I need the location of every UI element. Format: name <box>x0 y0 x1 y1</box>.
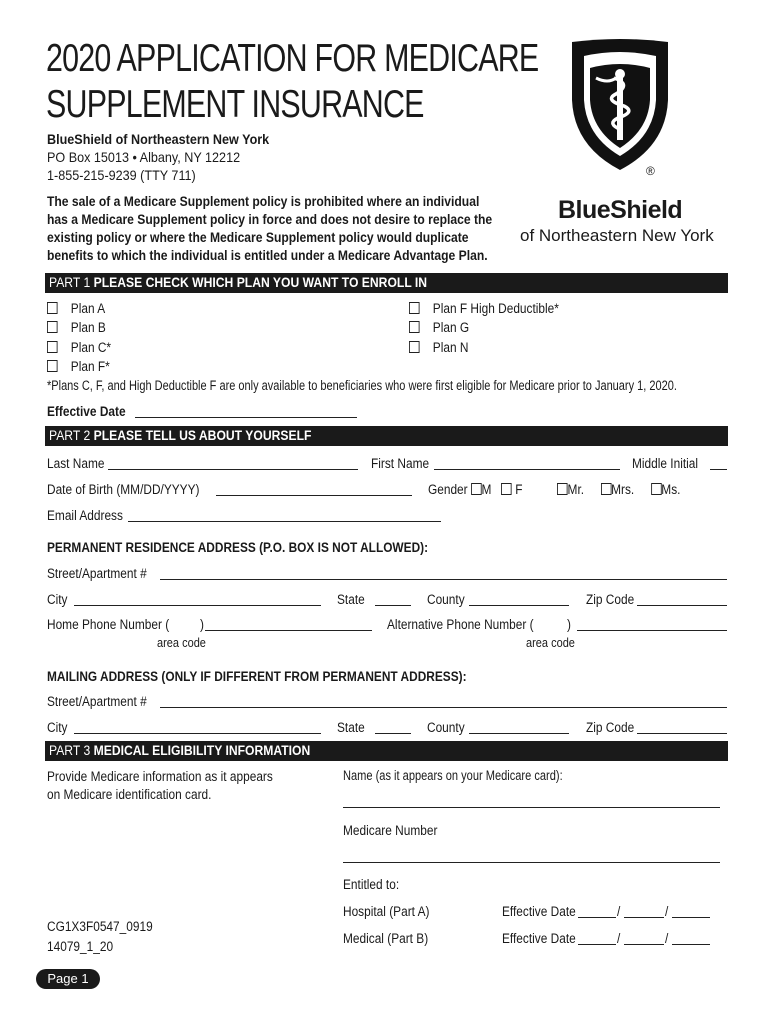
hospital-month-field[interactable] <box>578 917 616 918</box>
medical-effective-date-label: Effective Date <box>502 931 576 946</box>
county-field[interactable] <box>469 605 569 606</box>
mailing-state-label: State <box>337 720 365 735</box>
hospital-effective-date-label: Effective Date <box>502 904 576 919</box>
page-title <box>46 36 538 128</box>
form-code-line-2: 14079_1_20 <box>47 939 114 954</box>
alt-area-code-label: area code <box>526 636 575 650</box>
gender-m-checkbox[interactable] <box>471 483 482 495</box>
provide-info-line-1: Provide Medicare information as it appears <box>47 769 273 784</box>
hospital-year-field[interactable] <box>672 917 710 918</box>
medical-day-field[interactable] <box>624 944 664 945</box>
checkbox[interactable] <box>47 360 58 372</box>
plan-c-option[interactable] <box>47 339 111 357</box>
alt-phone-label: Alternative Phone Number ( <box>387 617 534 632</box>
entitled-to-label: Entitled to: <box>343 877 400 892</box>
title-line-1: 2020 APPLICATION FOR MEDICARE <box>46 37 539 80</box>
zip-label: Zip Code <box>586 592 635 607</box>
registered-mark: ® <box>646 164 655 178</box>
part3-header <box>45 741 728 761</box>
legal-notice: The sale of a Medicare Supplement policy is prohibited where an individual has a Medicare Supplement policy in force and does not desire to replace the existing policy or where the Medicare Supplement policy would duplicate benefits to which the individual is entitled under a Medicare Advantage Plan. <box>47 194 493 263</box>
ms-checkbox[interactable] <box>651 483 662 495</box>
state-field[interactable] <box>375 605 411 606</box>
middle-initial-field[interactable] <box>710 469 727 470</box>
plans-footnote: *Plans C, F, and High Deductible F are only available to beneficiaries who were first eligible for Medicare prior to January 1, 2020. <box>47 378 677 393</box>
street-field[interactable] <box>160 579 727 580</box>
mailing-county-field[interactable] <box>469 733 569 734</box>
mailing-county-label: County <box>427 720 465 735</box>
plan-b-option[interactable] <box>47 319 106 337</box>
plan-label: Plan F* <box>70 359 110 374</box>
part3-prefix: PART 3 <box>49 743 91 758</box>
ms-label: Ms. <box>661 482 681 497</box>
title-line-2: SUPPLEMENT INSURANCE <box>46 83 424 126</box>
home-area-code-label: area code <box>157 636 206 650</box>
hospital-day-field[interactable] <box>624 917 664 918</box>
mrs-label: Mrs. <box>611 482 635 497</box>
state-label: State <box>337 592 365 607</box>
form-code-line-1: CG1X3F0547_0919 <box>47 919 153 934</box>
part1-heading: PLEASE CHECK WHICH PLAN YOU WANT TO ENROLL IN <box>93 275 428 290</box>
hospital-part-a-label: Hospital (Part A) <box>343 904 430 919</box>
logo-brand: BlueShield <box>558 196 683 224</box>
checkbox[interactable] <box>409 302 420 314</box>
plan-a-option[interactable] <box>47 300 105 318</box>
org-phone: 1-855-215-9239 (TTY 711) <box>47 167 196 183</box>
last-name-field[interactable] <box>108 469 358 470</box>
logo-subtitle: of Northeastern New York <box>520 226 714 245</box>
mailing-street-label: Street/Apartment # <box>47 694 147 709</box>
alt-phone-paren: ) <box>567 617 571 632</box>
last-name-label: Last Name <box>47 456 105 471</box>
email-field[interactable] <box>128 521 441 522</box>
first-name-field[interactable] <box>434 469 620 470</box>
plan-label: Plan N <box>432 340 469 355</box>
checkbox[interactable] <box>409 341 420 353</box>
part1-header <box>45 273 728 293</box>
gender-label: Gender <box>428 482 468 497</box>
medicare-number-field[interactable] <box>343 862 720 863</box>
date-slash: / <box>665 904 669 919</box>
city-field[interactable] <box>74 605 321 606</box>
part3-heading: MEDICAL ELIGIBILITY INFORMATION <box>93 743 311 758</box>
mailing-city-label: City <box>47 720 68 735</box>
checkbox[interactable] <box>47 302 58 314</box>
medical-part-b-label: Medical (Part B) <box>343 931 429 946</box>
dob-field[interactable] <box>216 495 412 496</box>
plan-g-option[interactable] <box>409 319 469 337</box>
date-slash: / <box>665 931 669 946</box>
mailing-address-heading: MAILING ADDRESS (ONLY IF DIFFERENT FROM PERMANENT ADDRESS): <box>47 669 467 684</box>
first-name-label: First Name <box>371 456 430 471</box>
part2-heading: PLEASE TELL US ABOUT YOURSELF <box>93 428 312 443</box>
plan-n-option[interactable] <box>409 339 468 357</box>
gender-m-label: M <box>481 482 492 497</box>
home-phone-label: Home Phone Number ( <box>47 617 170 632</box>
provide-info-line-2: on Medicare identification card. <box>47 787 212 802</box>
mailing-street-field[interactable] <box>160 707 727 708</box>
medical-year-field[interactable] <box>672 944 710 945</box>
county-label: County <box>427 592 465 607</box>
alt-phone-field[interactable] <box>577 630 727 631</box>
mailing-city-field[interactable] <box>74 733 321 734</box>
checkbox[interactable] <box>47 341 58 353</box>
gender-f-label: F <box>515 482 523 497</box>
part1-prefix: PART 1 <box>49 275 91 290</box>
gender-f-checkbox[interactable] <box>501 483 512 495</box>
checkbox[interactable] <box>409 321 420 333</box>
home-phone-paren: ) <box>200 617 204 632</box>
effective-date-label: Effective Date <box>47 404 126 419</box>
org-name: BlueShield of Northeastern New York <box>47 131 270 147</box>
medicare-name-field[interactable] <box>343 807 720 808</box>
mailing-zip-label: Zip Code <box>586 720 635 735</box>
street-label: Street/Apartment # <box>47 566 147 581</box>
medicare-number-label: Medicare Number <box>343 823 438 838</box>
email-label: Email Address <box>47 508 123 523</box>
dob-label: Date of Birth (MM/DD/YYYY) <box>47 482 200 497</box>
middle-initial-label: Middle Initial <box>632 456 699 471</box>
city-label: City <box>47 592 68 607</box>
shield-caduceus-icon <box>566 38 674 174</box>
form-code <box>47 918 153 956</box>
org-address: PO Box 15013 • Albany, NY 12212 <box>47 149 241 165</box>
gender-group <box>428 481 522 499</box>
mrs-checkbox[interactable] <box>601 483 612 495</box>
plan-label: Plan B <box>70 320 106 335</box>
plan-label: Plan G <box>432 320 470 335</box>
home-phone-field[interactable] <box>205 630 372 631</box>
date-slash: / <box>617 904 621 919</box>
part2-header <box>45 426 728 446</box>
plan-label: Plan F High Deductible* <box>432 301 559 316</box>
plan-f-option[interactable] <box>47 358 110 376</box>
date-slash: / <box>617 931 621 946</box>
title-group <box>557 481 680 499</box>
provide-info-text <box>47 768 273 804</box>
page-number-badge: Page 1 <box>36 969 100 989</box>
plan-label: Plan A <box>70 301 106 316</box>
plan-f-high-deductible-option[interactable] <box>409 300 559 318</box>
plan-label: Plan C* <box>70 340 112 355</box>
mr-label: Mr. <box>567 482 585 497</box>
medical-month-field[interactable] <box>578 944 616 945</box>
zip-field[interactable] <box>637 605 727 606</box>
permanent-address-heading: PERMANENT RESIDENCE ADDRESS (P.O. BOX IS NOT ALLOWED): <box>47 540 429 555</box>
medicare-name-label: Name (as it appears on your Medicare card): <box>343 768 563 783</box>
org-info <box>47 130 269 184</box>
checkbox[interactable] <box>47 321 58 333</box>
mailing-state-field[interactable] <box>375 733 411 734</box>
effective-date-field[interactable] <box>135 417 357 418</box>
mr-checkbox[interactable] <box>557 483 568 495</box>
part2-prefix: PART 2 <box>49 428 91 443</box>
mailing-zip-field[interactable] <box>637 733 727 734</box>
